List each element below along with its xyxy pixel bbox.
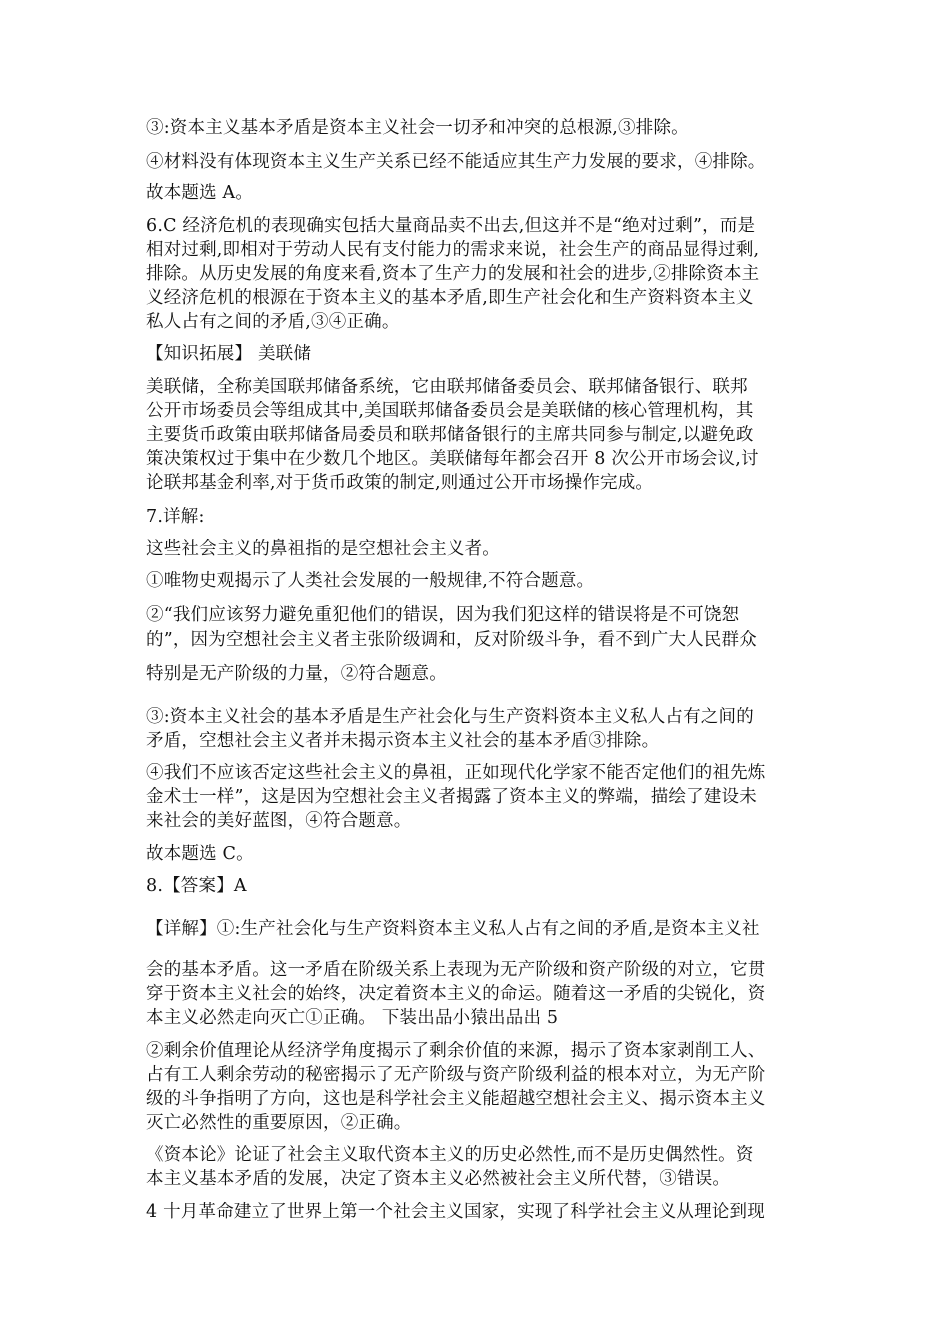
text-line: 美联储，全称美国联邦储备系统，它由联邦储备委员会、联邦储备银行、联邦 [146,377,748,397]
text-line: 【详解】①:生产社会化与生产资料资本主义私人占有之间的矛盾,是资本主义社 [146,919,760,939]
text-line: 占有工人剩余劳动的秘密揭示了无产阶级与资产阶级利益的根本对立，为无产阶 [146,1065,766,1085]
text-line: 相对过剩,即相对于劳动人民有支付能力的需求来说，社会生产的商品显得过剩, [146,240,760,260]
text-line: ②剩余价值理论从经济学角度揭示了剩余价值的来源，揭示了资本家剥削工人、 [146,1041,766,1061]
text-line: 8.【答案】A [146,876,247,896]
text-line: ③:资本主义基本矛盾是资本主义社会一切矛和冲突的总根源,③排除。 [146,118,689,138]
text-line: 灭亡必然性的重要原因，②正确。 [146,1113,412,1133]
text-line: 排除。从历史发展的角度来看,资本了生产力的发展和社会的进步,②排除资本主 [146,264,760,284]
text-line: 穿于资本主义社会的始终，决定着资本主义的命运。随着这一矛盾的尖锐化，资 [146,984,766,1004]
text-line: 6.C 经济危机的表现确实包括大量商品卖不出去,但这并不是“绝对过剩”，而是 [146,216,756,236]
text-line: 特别是无产阶级的力量，②符合题意。 [146,664,447,684]
text-line: 公开市场委员会等组成其中,美国联邦储备委员会是美联储的核心管理机构，其 [146,401,754,421]
text-line: 这些社会主义的鼻祖指的是空想社会主义者。 [146,539,500,559]
text-line: 本主义必然走向灭亡①正确。 下装出品小猿出品出 5 [146,1008,559,1028]
text-line: ③:资本主义社会的基本矛盾是生产社会化与生产资料资本主义私人占有之间的 [146,707,754,727]
text-line: 故本题选 A。 [146,183,254,203]
text-line: 4 十月革命建立了世界上第一个社会主义国家，实现了科学社会主义从理论到现 [146,1202,765,1222]
text-line: ④我们不应该否定这些社会主义的鼻祖，正如现代化学家不能否定他们的祖先炼 [146,763,766,783]
text-line: 主要货币政策由联邦储备局委员和联邦储备银行的主席共同参与制定,以避免政 [146,425,754,445]
text-line: ①唯物史观揭示了人类社会发展的一般规律,不符合题意。 [146,571,595,591]
text-line: 故本题选 C。 [146,844,254,864]
text-line: 矛盾，空想社会主义者并未揭示资本主义社会的基本矛盾③排除。 [146,731,660,751]
text-line: 义经济危机的根源在于资本主义的基本矛盾,即生产社会化和生产资料资本主义 [146,288,754,308]
text-line: 来社会的美好蓝图，④符合题意。 [146,811,412,831]
text-line: 7.详解: [146,507,205,527]
text-line: 《资本论》论证了社会主义取代资本主义的历史必然性,而不是历史偶然性。资 [146,1145,754,1165]
text-line: 会的基本矛盾。这一矛盾在阶级关系上表现为无产阶级和资产阶级的对立，它贯 [146,960,766,980]
text-line: 私人占有之间的矛盾,③④正确。 [146,312,400,332]
section-heading: 【知识拓展】 美联储 [146,344,312,364]
text-line: 论联邦基金利率,对于货币政策的制定,则通过公开市场操作完成。 [146,473,654,493]
text-line: 策决策权过于集中在少数几个地区。美联储每年都会召开 8 次公开市场会议,讨 [146,449,759,469]
text-line: ②“我们应该努力避免重犯他们的错误，因为我们犯这样的错误将是不可饶恕 [146,605,740,625]
text-line: ④材料没有体现资本主义生产关系已经不能适应其生产力发展的要求，④排除。 [146,152,766,172]
text-line: 的”，因为空想社会主义者主张阶级调和，反对阶级斗争，看不到广大人民群众 [146,630,757,650]
text-line: 级的斗争指明了方向，这也是科学社会主义能超越空想社会主义、揭示资本主义 [146,1089,766,1109]
text-line: 金术士一样”，这是因为空想社会主义者揭露了资本主义的弊端，描绘了建设未 [146,787,757,807]
text-line: 本主义基本矛盾的发展，决定了资本主义必然被社会主义所代替，③错误。 [146,1169,731,1189]
